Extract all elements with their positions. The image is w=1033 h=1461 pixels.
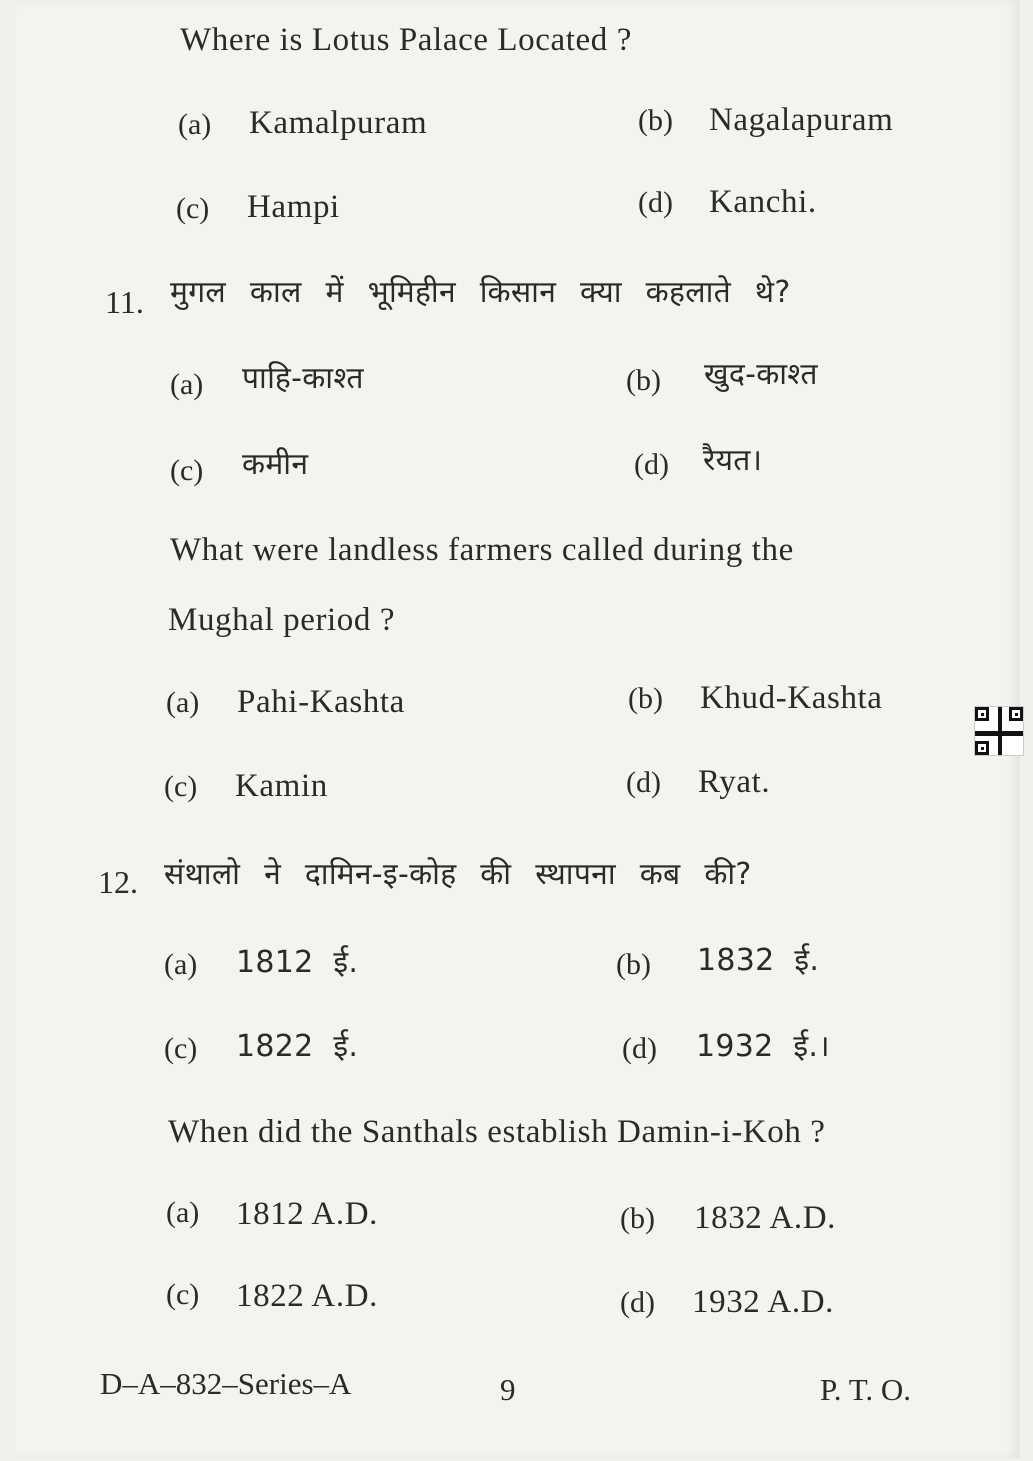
paper-code: D–A–832–Series–A <box>100 1366 352 1401</box>
option-label: (c) <box>164 1032 198 1065</box>
option-text: 1822 ई. <box>236 1029 359 1064</box>
option-label: (b) <box>628 682 663 715</box>
option-label: (c) <box>164 770 198 803</box>
option-text: 1832 ई. <box>697 943 820 978</box>
option-text: Nagalapuram <box>709 102 894 138</box>
qr-code-icon <box>974 706 1024 756</box>
question-11-english-line1: What were landless farmers called during the <box>170 532 794 568</box>
option-text: 1832 A.D. <box>694 1200 836 1236</box>
option-text: पाहि-काश्त <box>242 361 364 396</box>
option-text: रैयत। <box>703 443 763 478</box>
option-label: (a) <box>178 108 212 141</box>
option-label: (b) <box>616 948 651 981</box>
option-text: Kamalpuram <box>249 105 428 141</box>
option-text: Khud-Kashta <box>700 680 883 716</box>
question-11-english-line2: Mughal period ? <box>168 602 396 638</box>
option-text: Kamin <box>235 768 328 804</box>
option-label: (c) <box>176 192 210 225</box>
option-text: 1822 A.D. <box>236 1278 378 1314</box>
page-number: 9 <box>500 1372 516 1407</box>
option-text: Hampi <box>247 189 340 225</box>
please-turn-over: P. T. O. <box>820 1372 912 1407</box>
option-text: 1812 A.D. <box>236 1196 378 1232</box>
option-label: (d) <box>622 1032 657 1065</box>
option-label: (c) <box>170 454 204 487</box>
option-label: (b) <box>626 364 661 397</box>
option-label: (c) <box>166 1278 200 1311</box>
option-text: Kanchi. <box>709 184 817 220</box>
exam-page <box>14 0 1020 1458</box>
option-text: Pahi-Kashta <box>237 684 405 720</box>
option-label: (a) <box>166 686 200 719</box>
option-text: कमीन <box>242 447 309 482</box>
option-label: (d) <box>620 1286 655 1319</box>
option-label: (a) <box>170 368 204 401</box>
option-label: (d) <box>626 766 661 799</box>
option-label: (b) <box>638 104 673 137</box>
option-text: Ryat. <box>698 764 771 800</box>
option-label: (a) <box>166 1196 200 1229</box>
option-text: खुद-काश्त <box>704 357 818 392</box>
question-12-hindi: संथालो ने दामिन-इ-कोह की स्थापना कब की? <box>164 857 752 892</box>
option-text: 1812 ई. <box>236 945 359 980</box>
question-11-hindi: मुगल काल में भूमिहीन किसान क्या कहलाते थे? <box>170 275 791 310</box>
question-number: 11. <box>105 284 144 320</box>
question-10-english: Where is Lotus Palace Located ? <box>180 22 632 58</box>
question-12-english: When did the Santhals establish Damin-i-Koh ? <box>168 1114 826 1150</box>
option-text: 1932 A.D. <box>692 1284 834 1320</box>
option-label: (a) <box>164 948 198 981</box>
option-text: 1932 ई.। <box>696 1029 830 1064</box>
option-label: (d) <box>638 186 673 219</box>
option-label: (d) <box>634 448 669 481</box>
option-label: (b) <box>620 1202 655 1235</box>
question-number: 12. <box>98 864 138 900</box>
